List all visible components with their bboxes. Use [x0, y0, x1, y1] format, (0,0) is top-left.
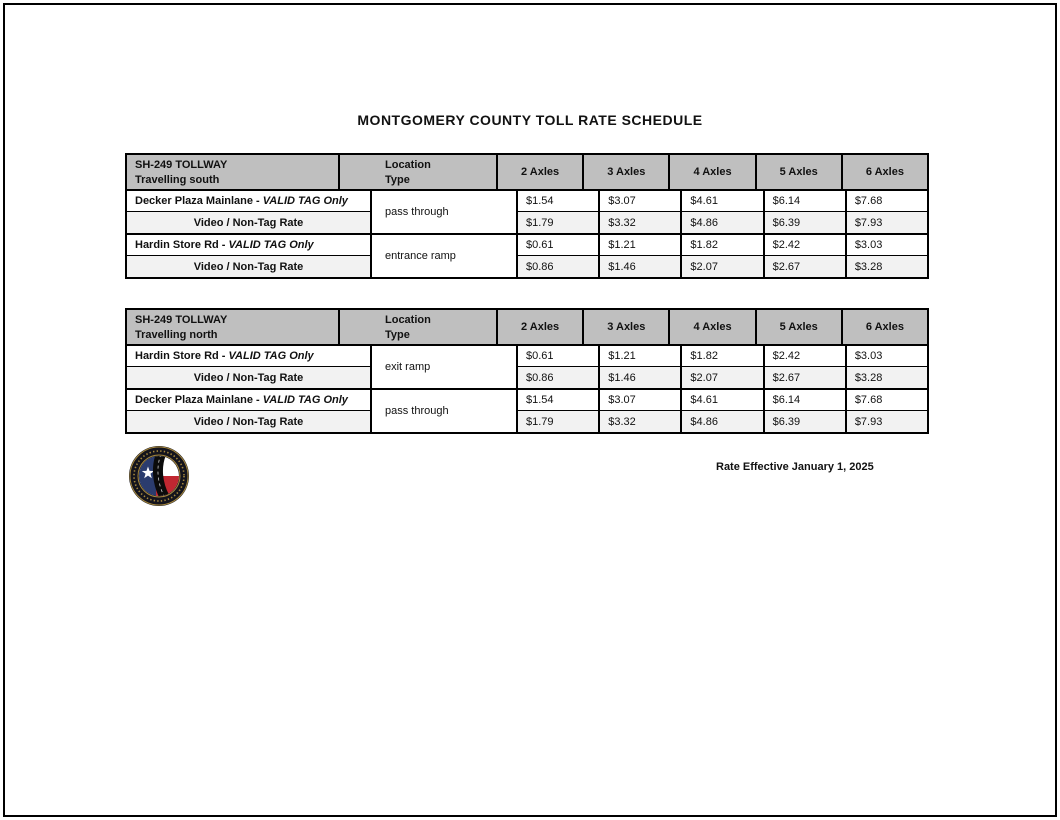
location-name-cell — [127, 235, 370, 256]
tag-rate-cell: $1.21 — [600, 346, 680, 367]
tag-rate-cell: $2.42 — [765, 235, 845, 256]
table-header-row — [127, 155, 927, 191]
travel-direction: Travelling south — [135, 174, 220, 186]
rate-column — [516, 346, 598, 388]
axle-header-cell: 4 Axles — [668, 155, 754, 189]
video-rate-cell: $0.86 — [518, 256, 598, 277]
video-rate-cell: $3.32 — [600, 212, 680, 233]
location-type-header-line2: Type — [385, 329, 410, 341]
axle-header-cell: 4 Axles — [668, 310, 754, 344]
tollway-title-cell — [127, 310, 338, 344]
tag-rate-cell: $7.68 — [847, 191, 927, 212]
rate-column — [680, 191, 762, 233]
location-column — [127, 191, 370, 233]
location-column — [127, 390, 370, 432]
location-column — [127, 346, 370, 388]
tag-rate-cell: $3.03 — [847, 346, 927, 367]
rate-column — [598, 390, 680, 432]
video-rate-cell: $4.86 — [682, 212, 762, 233]
location-type-cell: entrance ramp — [370, 235, 516, 277]
location-name-cell — [127, 191, 370, 212]
location-column — [127, 235, 370, 277]
tag-rate-cell: $6.14 — [765, 390, 845, 411]
toll-table-south — [125, 153, 929, 279]
location-name: Hardin Store Rd - — [135, 239, 229, 251]
toll-row-group — [127, 233, 927, 277]
rate-column — [763, 235, 845, 277]
video-rate-label-cell: Video / Non-Tag Rate — [127, 212, 370, 233]
valid-tag-note: VALID TAG Only — [228, 350, 314, 362]
toll-road-authority-seal-icon — [128, 445, 190, 507]
toll-row-group — [127, 191, 927, 233]
location-name: Hardin Store Rd - — [135, 350, 229, 362]
location-type-header-cell — [338, 155, 496, 189]
axle-header-cell: 3 Axles — [582, 155, 668, 189]
location-type-header-line1: Location — [385, 314, 431, 326]
video-rate-cell: $2.07 — [682, 367, 762, 388]
video-rate-cell: $2.67 — [765, 256, 845, 277]
travel-direction: Travelling north — [135, 329, 218, 341]
tag-rate-cell: $4.61 — [682, 191, 762, 212]
axle-header-cell: 5 Axles — [755, 310, 841, 344]
rate-column — [845, 235, 927, 277]
location-name: Decker Plaza Mainlane - — [135, 394, 263, 406]
location-type-header-cell — [338, 310, 496, 344]
toll-row-group — [127, 388, 927, 432]
video-rate-label-cell: Video / Non-Tag Rate — [127, 256, 370, 277]
rate-column — [845, 191, 927, 233]
tag-rate-cell: $1.82 — [682, 346, 762, 367]
location-type-header-line1: Location — [385, 159, 431, 171]
video-rate-cell: $1.46 — [600, 367, 680, 388]
location-type-cell: exit ramp — [370, 346, 516, 388]
tollway-title-cell — [127, 155, 338, 189]
rate-column — [598, 235, 680, 277]
tag-rate-cell: $1.54 — [518, 390, 598, 411]
page-title: MONTGOMERY COUNTY TOLL RATE SCHEDULE — [357, 112, 703, 128]
rate-column — [763, 346, 845, 388]
video-rate-cell: $7.93 — [847, 411, 927, 432]
video-rate-cell: $2.67 — [765, 367, 845, 388]
video-rate-cell: $6.39 — [765, 411, 845, 432]
tag-rate-cell: $3.07 — [600, 191, 680, 212]
table-header-row — [127, 310, 927, 346]
rate-column — [680, 390, 762, 432]
rate-effective-text: Rate Effective January 1, 2025 — [716, 461, 874, 473]
video-rate-cell: $0.86 — [518, 367, 598, 388]
video-rate-cell: $6.39 — [765, 212, 845, 233]
toll-row-group — [127, 346, 927, 388]
axle-header-cell: 5 Axles — [755, 155, 841, 189]
video-rate-cell: $7.93 — [847, 212, 927, 233]
rate-column — [680, 346, 762, 388]
location-type-header-line2: Type — [385, 174, 410, 186]
rate-column — [845, 346, 927, 388]
location-name: Decker Plaza Mainlane - — [135, 195, 263, 207]
tag-rate-cell: $6.14 — [765, 191, 845, 212]
tag-rate-cell: $0.61 — [518, 346, 598, 367]
video-rate-cell: $1.79 — [518, 212, 598, 233]
rate-column — [516, 235, 598, 277]
axle-header-cell: 3 Axles — [582, 310, 668, 344]
tag-rate-cell: $4.61 — [682, 390, 762, 411]
tag-rate-cell: $1.21 — [600, 235, 680, 256]
rate-column — [763, 191, 845, 233]
video-rate-cell: $3.28 — [847, 256, 927, 277]
valid-tag-note: VALID TAG Only — [262, 394, 348, 406]
video-rate-cell: $3.28 — [847, 367, 927, 388]
video-rate-cell: $2.07 — [682, 256, 762, 277]
axle-header-cell: 6 Axles — [841, 155, 927, 189]
tag-rate-cell: $1.54 — [518, 191, 598, 212]
rate-column — [763, 390, 845, 432]
location-name-cell — [127, 346, 370, 367]
video-rate-cell: $1.79 — [518, 411, 598, 432]
valid-tag-note: VALID TAG Only — [262, 195, 348, 207]
tag-rate-cell: $7.68 — [847, 390, 927, 411]
rate-column — [845, 390, 927, 432]
axle-header-cell: 6 Axles — [841, 310, 927, 344]
tag-rate-cell: $2.42 — [765, 346, 845, 367]
axle-header-cell: 2 Axles — [496, 155, 582, 189]
video-rate-cell: $3.32 — [600, 411, 680, 432]
video-rate-label-cell: Video / Non-Tag Rate — [127, 367, 370, 388]
location-type-cell: pass through — [370, 390, 516, 432]
rate-column — [680, 235, 762, 277]
valid-tag-note: VALID TAG Only — [228, 239, 314, 251]
location-type-cell: pass through — [370, 191, 516, 233]
rate-column — [598, 191, 680, 233]
tag-rate-cell: $3.07 — [600, 390, 680, 411]
tag-rate-cell: $3.03 — [847, 235, 927, 256]
rate-column — [516, 390, 598, 432]
axle-header-cell: 2 Axles — [496, 310, 582, 344]
tag-rate-cell: $1.82 — [682, 235, 762, 256]
rate-column — [598, 346, 680, 388]
video-rate-label-cell: Video / Non-Tag Rate — [127, 411, 370, 432]
tollway-name: SH-249 TOLLWAY — [135, 159, 228, 171]
video-rate-cell: $1.46 — [600, 256, 680, 277]
tollway-name: SH-249 TOLLWAY — [135, 314, 228, 326]
rate-column — [516, 191, 598, 233]
tag-rate-cell: $0.61 — [518, 235, 598, 256]
video-rate-cell: $4.86 — [682, 411, 762, 432]
location-name-cell — [127, 390, 370, 411]
toll-table-north — [125, 308, 929, 434]
